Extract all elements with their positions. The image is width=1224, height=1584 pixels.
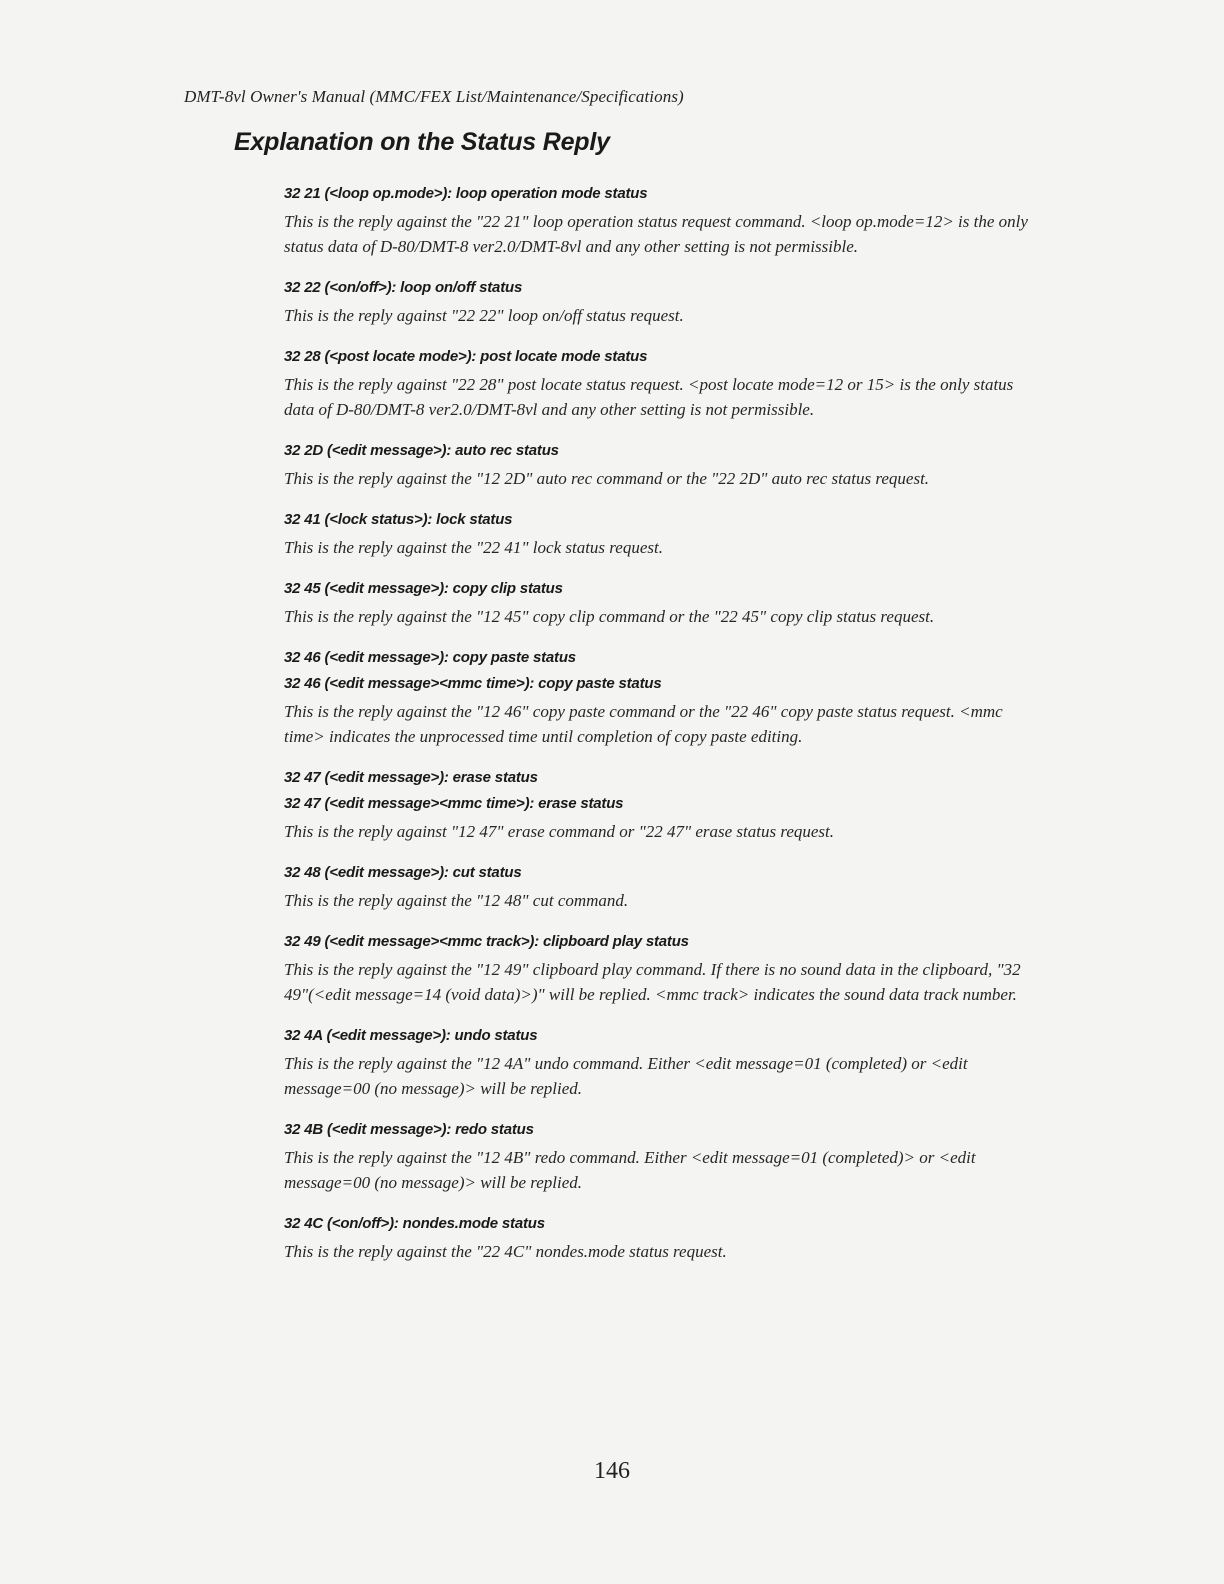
entry-body: This is the reply against the "12 4B" redo command. Either <edit message=01 (completed)> or <edit message=00 (no message)> will be replied.: [284, 1148, 976, 1192]
entry-body: This is the reply against the "22 4C" nondes.mode status request.: [284, 1242, 727, 1261]
entry-body: This is the reply against the "22 21" loop operation status request command. <loop op.mode=12> is the only status data of D-80/DMT-8 ver2.0/DMT-8vl and any other setting is not permissible.: [284, 212, 1028, 256]
entry-body: This is the reply against the "12 2D" auto rec command or the "22 2D" auto rec status request.: [284, 469, 930, 488]
status-reply-list: [284, 183, 1034, 1282]
page-number: 146: [594, 1458, 630, 1484]
entry-title: 32 4A (<edit message>): undo status: [284, 1027, 538, 1044]
entry-32-28: [284, 346, 1034, 422]
entry-body: This is the reply against "22 22" loop on/off status request.: [284, 306, 684, 325]
entry-32-2d: [284, 440, 1034, 491]
entry-title: 32 49 (<edit message><mmc track>): clipboard play status: [284, 933, 689, 950]
entry-32-4a: [284, 1025, 1034, 1101]
entry-body: This is the reply against the "12 45" copy clip command or the "22 45" copy clip status request.: [284, 607, 935, 626]
entry-title: 32 46 (<edit message>): copy paste status: [284, 649, 576, 666]
entry-title: 32 46 (<edit message><mmc time>): copy paste status: [284, 675, 662, 692]
entry-32-21: [284, 183, 1034, 259]
entry-body: This is the reply against the "12 46" copy paste command or the "22 46" copy paste status request. <mmc time> indicates the unprocessed time until completion of copy paste editing.: [284, 702, 1003, 746]
entry-32-41: [284, 509, 1034, 560]
entry-32-48: [284, 862, 1034, 913]
entry-body: This is the reply against the "12 49" clipboard play command. If there is no sound data in the clipboard, "32 49"(<edit message=14 (void data)>)" will be replied. <mmc track> indicates the sound data track number.: [284, 960, 1021, 1004]
entry-title: 32 22 (<on/off>): loop on/off status: [284, 279, 523, 296]
entry-title: 32 47 (<edit message><mmc time>): erase status: [284, 795, 624, 812]
entry-32-47: [284, 767, 1034, 844]
section-title: Explanation on the Status Reply: [234, 128, 610, 156]
entry-title: 32 48 (<edit message>): cut status: [284, 864, 522, 881]
entry-body: This is the reply against "22 28" post locate status request. <post locate mode=12 or 15> is the only status data of D-80/DMT-8 ver2.0/DMT-8vl and any other setting is not permissible.: [284, 375, 1014, 419]
running-header: DMT-8vl Owner's Manual (MMC/FEX List/Maintenance/Specifications): [184, 87, 684, 106]
entry-32-49: [284, 931, 1034, 1007]
entry-title: 32 41 (<lock status>): lock status: [284, 511, 513, 528]
entry-title: 32 47 (<edit message>): erase status: [284, 769, 538, 786]
entry-body: This is the reply against "12 47" erase command or "22 47" erase status request.: [284, 822, 835, 841]
entry-title: 32 2D (<edit message>): auto rec status: [284, 442, 559, 459]
entry-title: 32 4B (<edit message>): redo status: [284, 1121, 534, 1138]
entry-title: 32 28 (<post locate mode>): post locate mode status: [284, 348, 648, 365]
entry-32-4c: [284, 1213, 1034, 1264]
entry-body: This is the reply against the "12 4A" undo command. Either <edit message=01 (completed) or <edit message=00 (no message)> will be replied.: [284, 1054, 968, 1098]
entry-title: 32 21 (<loop op.mode>): loop operation mode status: [284, 185, 648, 202]
entry-32-22: [284, 277, 1034, 328]
entry-title: 32 45 (<edit message>): copy clip status: [284, 580, 563, 597]
entry-32-46: [284, 647, 1034, 749]
entry-body: This is the reply against the "12 48" cut command.: [284, 891, 629, 910]
entry-32-45: [284, 578, 1034, 629]
entry-32-4b: [284, 1119, 1034, 1195]
entry-title: 32 4C (<on/off>): nondes.mode status: [284, 1215, 545, 1232]
entry-body: This is the reply against the "22 41" lock status request.: [284, 538, 663, 557]
